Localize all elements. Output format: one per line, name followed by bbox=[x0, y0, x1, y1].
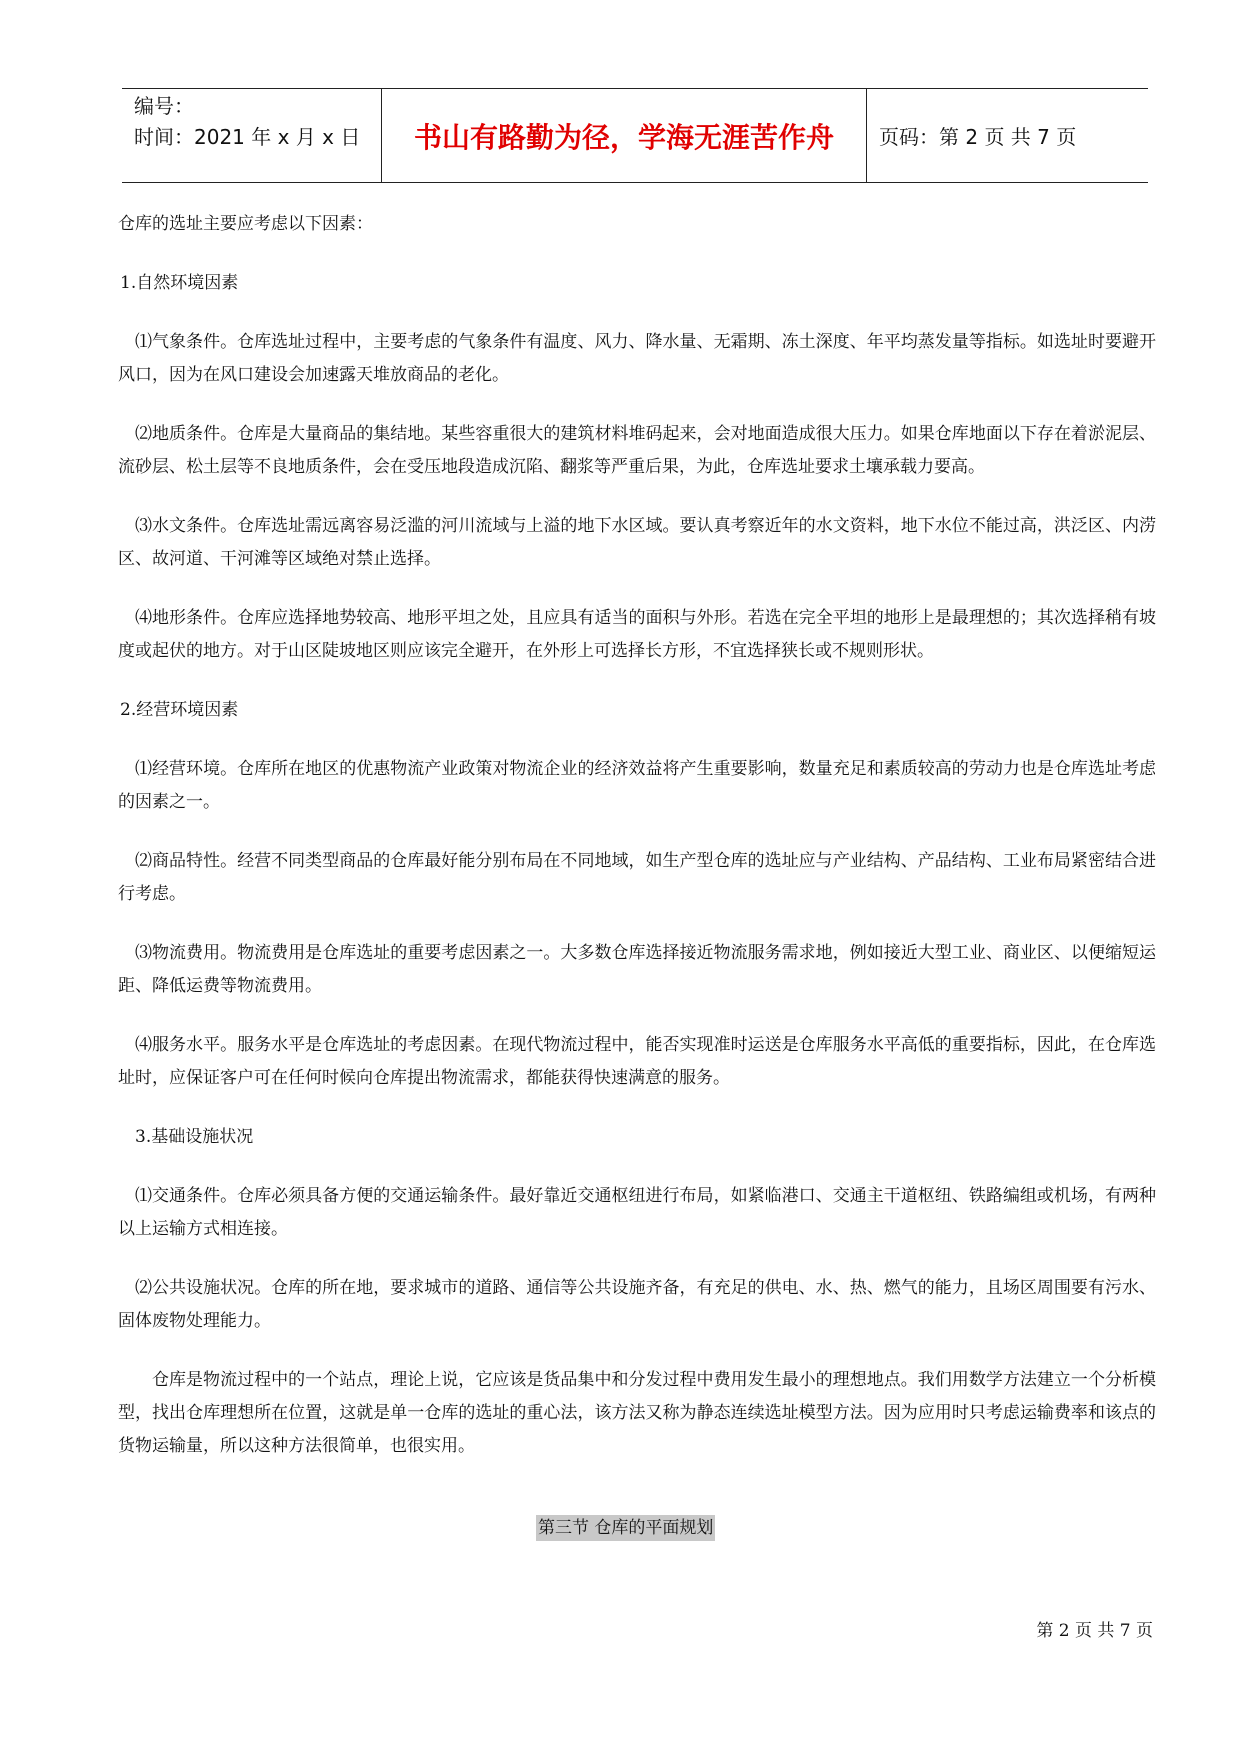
section-title: 3.基础设施状况 bbox=[135, 1127, 254, 1147]
paragraph: ⑵地质条件。仓库是大量商品的集结地。某些容重很大的建筑材料堆码起来，会对地面造成很大压力。如果仓库地面以下存在着淤泥层、流砂层、松土层等不良地质条件，会在受压地段造成沉陷、翻浆等严重后果，为此，仓库选址要求土壤承载力要高。 bbox=[118, 424, 1156, 477]
paragraph: ⑴经营环境。仓库所在地区的优惠物流产业政策对物流企业的经济效益将产生重要影响，数量充足和素质较高的劳动力也是仓库选址考虑的因素之一。 bbox=[118, 759, 1156, 812]
paragraph: ⑴气象条件。仓库选址过程中，主要考虑的气象条件有温度、风力、降水量、无霜期、冻土深度、年平均蒸发量等指标。如选址时要避开风口，因为在风口建设会加速露天堆放商品的老化。 bbox=[118, 332, 1156, 385]
page-footer: 第 2 页 共 7 页 bbox=[1036, 1621, 1153, 1641]
paragraph: ⑵商品特性。经营不同类型商品的仓库最好能分别布局在不同地域，如生产型仓库的选址应与产业结构、产品结构、工业布局紧密结合进行考虑。 bbox=[118, 851, 1156, 904]
intro-text: 仓库的选址主要应考虑以下因素： bbox=[118, 214, 373, 234]
date-label: 时间：2021 年 x 月 x 日 bbox=[134, 125, 361, 149]
paragraph: ⑴交通条件。仓库必须具备方便的交通运输条件。最好靠近交通枢纽进行布局，如紧临港口、交通主干道枢纽、铁路编组或机场，有两种以上运输方式相连接。 bbox=[118, 1186, 1156, 1239]
header-meta bbox=[122, 89, 382, 182]
header-page-label: 页码：第 2 页 共 7 页 bbox=[879, 125, 1077, 149]
document-body bbox=[118, 208, 1156, 1463]
closing-paragraph: 仓库是物流过程中的一个站点，理论上说，它应该是货品集中和分发过程中费用发生最小的理想地点。我们用数学方法建立一个分析模型，找出仓库理想所在位置，这就是单一仓库的选址的重心法，该方法又称为静态连续选址模型方法。因为应用时只考虑运输费率和该点的货物运输量，所以这种方法很简单，也很实用。 bbox=[118, 1370, 1156, 1456]
motto: 书山有路勤为径，学海无涯苦作舟 bbox=[382, 89, 867, 182]
paragraph: ⑷服务水平。服务水平是仓库选址的考虑因素。在现代物流过程中，能否实现准时运送是仓库服务水平高低的重要指标，因此，在仓库选址时，应保证客户可在任何时候向仓库提出物流需求，都能获得快速满意的服务。 bbox=[118, 1035, 1156, 1088]
paragraph: ⑶物流费用。物流费用是仓库选址的重要考虑因素之一。大多数仓库选择接近物流服务需求地，例如接近大型工业、商业区、以便缩短运距、降低运费等物流费用。 bbox=[118, 943, 1156, 996]
paragraph: ⑶水文条件。仓库选址需远离容易泛滥的河川流域与上溢的地下水区域。要认真考察近年的水文资料，地下水位不能过高，洪泛区、内涝区、故河道、干河滩等区域绝对禁止选择。 bbox=[118, 516, 1156, 569]
section-title: 2.经营环境因素 bbox=[120, 700, 239, 720]
section-title: 1.自然环境因素 bbox=[120, 273, 239, 293]
paragraph: ⑷地形条件。仓库应选择地势较高、地形平坦之处，且应具有适当的面积与外形。若选在完全平坦的地形上是最理想的；其次选择稍有坡度或起伏的地方。对于山区陡坡地区则应该完全避开，在外形上可选择长方形，不宜选择狭长或不规则形状。 bbox=[118, 608, 1156, 661]
number-label: 编号： bbox=[134, 94, 194, 118]
paragraph: ⑵公共设施状况。仓库的所在地，要求城市的道路、通信等公共设施齐备，有充足的供电、水、热、燃气的能力，且场区周围要有污水、固体废物处理能力。 bbox=[118, 1278, 1156, 1331]
page-header bbox=[122, 88, 1148, 183]
chapter-heading: 第三节 仓库的平面规划 bbox=[536, 1515, 715, 1541]
